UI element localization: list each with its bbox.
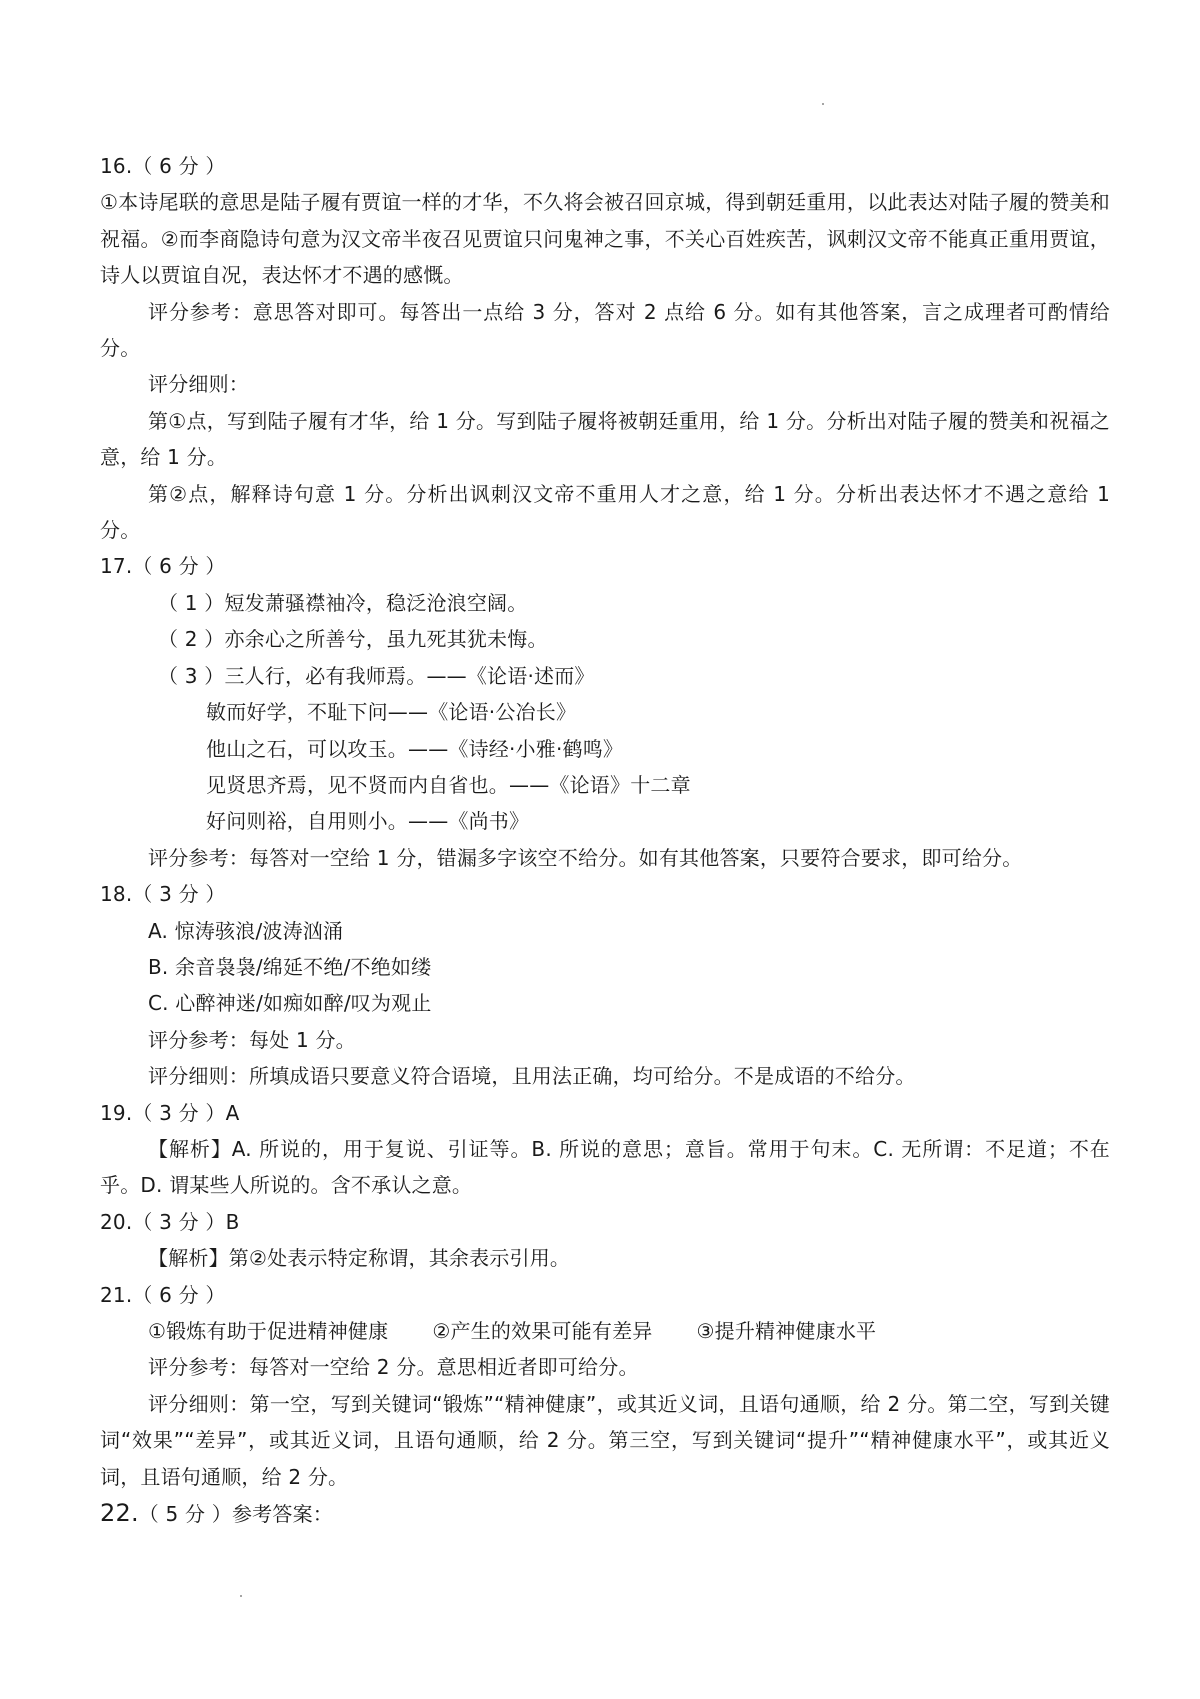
q17-item-2: （ 2 ）亦余心之所善兮，虽九死其犹未悔。 [158, 627, 548, 652]
q20-header: 20.（ 3 分 ）B [100, 1209, 240, 1234]
q17-item-3: （ 3 ）三人行，必有我师焉。——《论语·述而》 [158, 663, 595, 688]
q17-item-3-alt-4: 好问则裕，自用则小。——《尚书》 [206, 809, 530, 834]
q19-header: 19.（ 3 分 ）A [100, 1100, 240, 1125]
q18-scoring: 评分参考：每处 1 分。 [148, 1027, 356, 1052]
q21-header: 21.（ 6 分 ） [100, 1282, 226, 1307]
q16-rules-title: 评分细则： [148, 372, 249, 397]
q17-item-3-alt-2: 他山之石，可以攻玉。——《诗经·小雅·鹤鸣》 [206, 736, 624, 761]
q18-option-c: C. 心醉神迷/如痴如醉/叹为观止 [148, 991, 432, 1016]
q16-rule-2: 第②点，解释诗句意 1 分。分析出讽刺汉文帝不重用人才之意，给 1 分。分析出表达怀才不遇之意给 1 分。 [100, 481, 1110, 543]
q21-rules: 评分细则：第一空，写到关键词“锻炼”“精神健康”，或其近义词，且语句通顺，给 2 分。第二空，写到关键词“效果”“差异”，或其近义词，且语句通顺，给 2 分。第三空，写到关键词“提升”“精神健康水平”，或其近义词，且语句通顺，给 2 分。 [100, 1391, 1110, 1489]
q22-number: 22. [100, 1499, 139, 1528]
q20-analysis: 【解析】第②处表示特定称谓，其余表示引用。 [148, 1246, 571, 1271]
q21-blank-1: ①锻炼有助于促进精神健康 [148, 1319, 389, 1343]
q17-header: 17.（ 6 分 ） [100, 554, 226, 579]
q16-rule-1: 第①点，写到陆子履有才华，给 1 分。写到陆子履将被朝廷重用，给 1 分。分析出对陆子履的赞美和祝福之意，给 1 分。 [100, 408, 1110, 470]
scan-speck [822, 103, 824, 105]
q21-blank-2: ②产生的效果可能有差异 [432, 1319, 653, 1343]
q18-rules: 评分细则：所填成语只要意义符合语境，且用法正确，均可给分。不是成语的不给分。 [148, 1064, 916, 1089]
q17-scoring: 评分参考：每答对一空给 1 分，错漏多字该空不给分。如有其他答案，只要符合要求，即可给分。 [148, 845, 1023, 870]
q21-scoring: 评分参考：每答对一空给 2 分。意思相近者即可给分。 [148, 1355, 639, 1380]
q18-option-a: A. 惊涛骇浪/波涛汹涌 [148, 918, 344, 943]
q22-header [100, 1495, 1110, 1532]
answer-content [100, 148, 1110, 1532]
q17-item-3-alt-1: 敏而好学，不耻下问——《论语·公冶长》 [206, 700, 577, 725]
q21-blank-3: ③提升精神健康水平 [696, 1319, 877, 1343]
q18-header: 18.（ 3 分 ） [100, 882, 226, 907]
q16-scoring: 评分参考：意思答对即可。每答出一点给 3 分，答对 2 点给 6 分。如有其他答案，言之成理者可酌情给分。 [100, 299, 1110, 361]
q22-rest: （ 5 分 ）参考答案： [138, 1502, 333, 1527]
q19-analysis: 【解析】A. 所说的，用于复说、引证等。B. 所说的意思；意旨。常用于句末。C. 无所谓：不足道；不在乎。D. 谓某些人所说的。含不承认之意。 [100, 1136, 1110, 1198]
q21-blanks [100, 1313, 1110, 1349]
q16-answer: ①本诗尾联的意思是陆子履有贾谊一样的才华，不久将会被召回京城，得到朝廷重用，以此表达对陆子履的赞美和祝福。②而李商隐诗句意为汉文帝半夜召见贾谊只问鬼神之事，不关心百姓疾苦，讽刺汉文帝不能真正重用贾谊，诗人以贾谊自况，表达怀才不遇的感慨。 [100, 190, 1110, 288]
scan-speck [240, 1595, 242, 1597]
q17-item-3-alt-3: 见贤思齐焉，见不贤而内自省也。——《论语》十二章 [206, 772, 691, 797]
q17-item-1: （ 1 ）短发萧骚襟袖冷，稳泛沧浪空阔。 [158, 590, 528, 615]
q18-option-b: B. 余音袅袅/绵延不绝/不绝如缕 [148, 954, 432, 979]
q16-header: 16.（ 6 分 ） [100, 154, 226, 178]
